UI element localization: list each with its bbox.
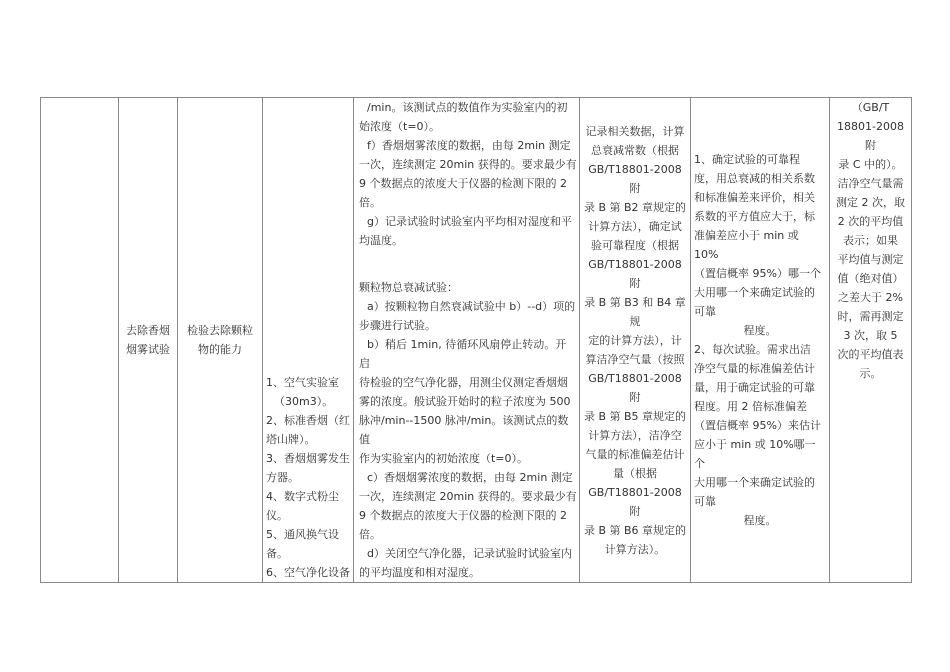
test-name-line: 去除香烟 — [126, 324, 170, 337]
data-processing-line: 验可靠程度（根据 — [591, 238, 679, 252]
remarks-line: 表示；如果 — [843, 234, 898, 247]
procedure-cell — [354, 98, 580, 583]
criteria-line: 可靠 — [694, 305, 716, 318]
criteria-line: 准偏差应小于 min 或 10% — [694, 229, 799, 261]
data-processing-line: 录 B 第 B2 章规定的 — [583, 200, 687, 214]
equipment-line: 5、通风换气设 — [266, 528, 339, 541]
remarks-line: （GB/T — [851, 101, 890, 114]
data-processing-line: 录 B 第 B3 和 B4 章规 — [584, 295, 686, 328]
procedure-line: 一次，连续测定 20min 获得的。要求最少有 — [359, 490, 577, 503]
remarks-cell — [830, 98, 912, 583]
remarks-line: 3 次，取 5 — [843, 329, 898, 342]
data-processing-line: 计算方法），确定试 — [588, 219, 682, 233]
equipment-line: 6、空气净化设备 — [266, 566, 350, 579]
data-processing-line: 记录相关数据，计算 — [585, 124, 685, 138]
remarks-line: 平均值与测定 — [837, 253, 904, 266]
procedure-line: 倍。 — [359, 528, 381, 541]
procedure-line: 9 个数据点的浓度大于仪器的检测下限的 2 — [359, 509, 567, 522]
procedure-line: 的平均温度和相对湿度。 — [359, 566, 480, 579]
procedure-line: 始浓度（t=0）。 — [359, 120, 441, 133]
test-purpose-cell — [178, 98, 263, 583]
criteria-line: 程度。用 2 倍标准偏差 — [694, 400, 807, 413]
remarks-line: 值（绝对值） — [837, 272, 904, 285]
criteria-line: 度，用总衰减的相关系数 — [694, 172, 815, 185]
data-processing-line: GB/T18801-2008 附 — [588, 371, 682, 404]
remarks-line: 时，需再测定 — [837, 310, 904, 323]
criteria-line: 应小于 min 或 10%哪一个 — [694, 438, 816, 470]
procedure-line: 待检验的空气净化器，用测尘仪测定香烟烟 — [359, 376, 568, 389]
equipment-line: 1、空气实验室 — [266, 376, 339, 389]
equipment-line: 备。 — [266, 547, 288, 560]
procedure-line: 脉冲/min--1500 脉冲/min。该测试点的数值 — [359, 414, 569, 446]
criteria-line: 可靠 — [694, 495, 716, 508]
criteria-line: 和标准偏差来评价，相关 — [694, 191, 815, 204]
procedure-line: b）稍后 1min, 待循环风扇停止转动。开启 — [359, 338, 567, 370]
criteria-line: 净空气量的标准偏差估计 — [694, 362, 815, 375]
data-processing-line: 计算方法）。 — [604, 542, 666, 556]
procedure-line: 作为实验室内的初始浓度（t=0）。 — [359, 452, 529, 465]
criteria-line: 大用哪一个来确定试验的 — [694, 286, 815, 299]
test-method-table — [40, 97, 912, 583]
test-name-cell — [119, 98, 178, 583]
procedure-line: d）关闭空气净化器，记录试验时试验室内 — [367, 547, 572, 560]
blank-cell — [41, 98, 119, 583]
procedure-line: 步骤进行试验。 — [359, 319, 436, 332]
procedure-line: 9 个数据点的浓度大于仪器的检测下限的 2 — [359, 177, 567, 190]
criteria-line: 程度。 — [743, 324, 777, 337]
procedure-line: /min。该测试点的数值作为实验室内的初 — [367, 101, 568, 114]
data-processing-line: GB/T18801-2008 附 — [588, 485, 682, 518]
procedure-line: 倍。 — [359, 196, 381, 209]
data-processing-line: 录 B 第 B6 章规定的 — [583, 523, 687, 537]
equipment-line: 2、标准香烟（红 — [266, 414, 350, 427]
equipment-line: （30m3）。 — [274, 395, 334, 408]
criteria-line: 2、每次试验。需求出洁 — [694, 343, 811, 356]
criteria-cell — [691, 98, 830, 583]
remarks-line: 录 C 中的）。 — [838, 158, 903, 171]
criteria-line: 程度。 — [743, 514, 777, 527]
remarks-line: 示。 — [859, 367, 882, 380]
procedure-line: a）按颗粒物自然衰减试验中 b）--d）项的 — [367, 300, 576, 313]
test-name-line: 烟雾试验 — [126, 343, 170, 356]
data-processing-line: 总衰减常数（根据 — [591, 143, 679, 157]
table-row — [41, 98, 912, 583]
test-purpose-line: 物的能力 — [198, 343, 242, 356]
procedure-line: 雾的浓度。般试验开始时的粒子浓度为 500 — [359, 395, 571, 408]
criteria-line: （置信概率 95%）哪一个 — [694, 267, 821, 280]
equipment-cell — [263, 98, 354, 583]
criteria-line: 大用哪一个来确定试验的 — [694, 476, 815, 489]
remarks-line: 洁净空气量需 — [837, 177, 904, 190]
data-processing-cell — [580, 98, 691, 583]
criteria-line: 量，用于确定试验的可靠 — [694, 381, 815, 394]
data-processing-line: 计算方法），洁净空 — [588, 428, 682, 442]
equipment-line: 4、数字式粉尘 — [266, 490, 339, 503]
equipment-line: 塔山牌）。 — [266, 433, 316, 446]
test-purpose-line: 检验去除颗粒 — [187, 324, 253, 337]
procedure-line: 一次，连续测定 20min 获得的。要求最少有 — [359, 158, 577, 171]
criteria-line: 系数的平方值应大于，标 — [694, 210, 815, 223]
procedure-heading: 颗粒物总衰减试验： — [359, 281, 458, 294]
remarks-line: 18801-2008 附 — [837, 120, 904, 152]
remarks-line: 之差大于 2% — [838, 291, 903, 304]
procedure-line: 均温度。 — [359, 234, 403, 247]
equipment-line: 3、香烟烟雾发生 — [266, 452, 350, 465]
data-processing-line: 录 B 第 B5 章规定的 — [583, 409, 687, 423]
procedure-spacer — [359, 250, 577, 278]
data-processing-line: 定的计算方法），计 — [588, 333, 682, 347]
remarks-line: 测定 2 次，取 — [836, 196, 905, 209]
data-processing-line: GB/T18801-2008 附 — [588, 257, 682, 290]
data-processing-line: GB/T18801-2008 附 — [588, 162, 682, 195]
equipment-line: 方器。 — [266, 471, 299, 484]
procedure-line: g）记录试验时试验室内平均相对湿度和平 — [367, 215, 572, 228]
data-processing-line: 量（根据 — [613, 466, 657, 480]
data-processing-line: 气量的标准偏差估计 — [585, 447, 685, 461]
remarks-line: 2 次的平均值 — [837, 215, 904, 228]
criteria-line: 1、确定试验的可靠程 — [694, 153, 800, 166]
remarks-line: 次的平均值表 — [837, 348, 904, 361]
data-processing-line: 算洁净空气量（按照 — [585, 352, 685, 366]
equipment-line: 仪。 — [266, 509, 288, 522]
procedure-line: f）香烟烟雾浓度的数据，由每 2min 测定 — [367, 139, 571, 152]
procedure-line: c）香烟烟雾浓度的数据，由每 2min 测定 — [367, 471, 573, 484]
criteria-line: （置信概率 95%）来估计 — [694, 419, 821, 432]
